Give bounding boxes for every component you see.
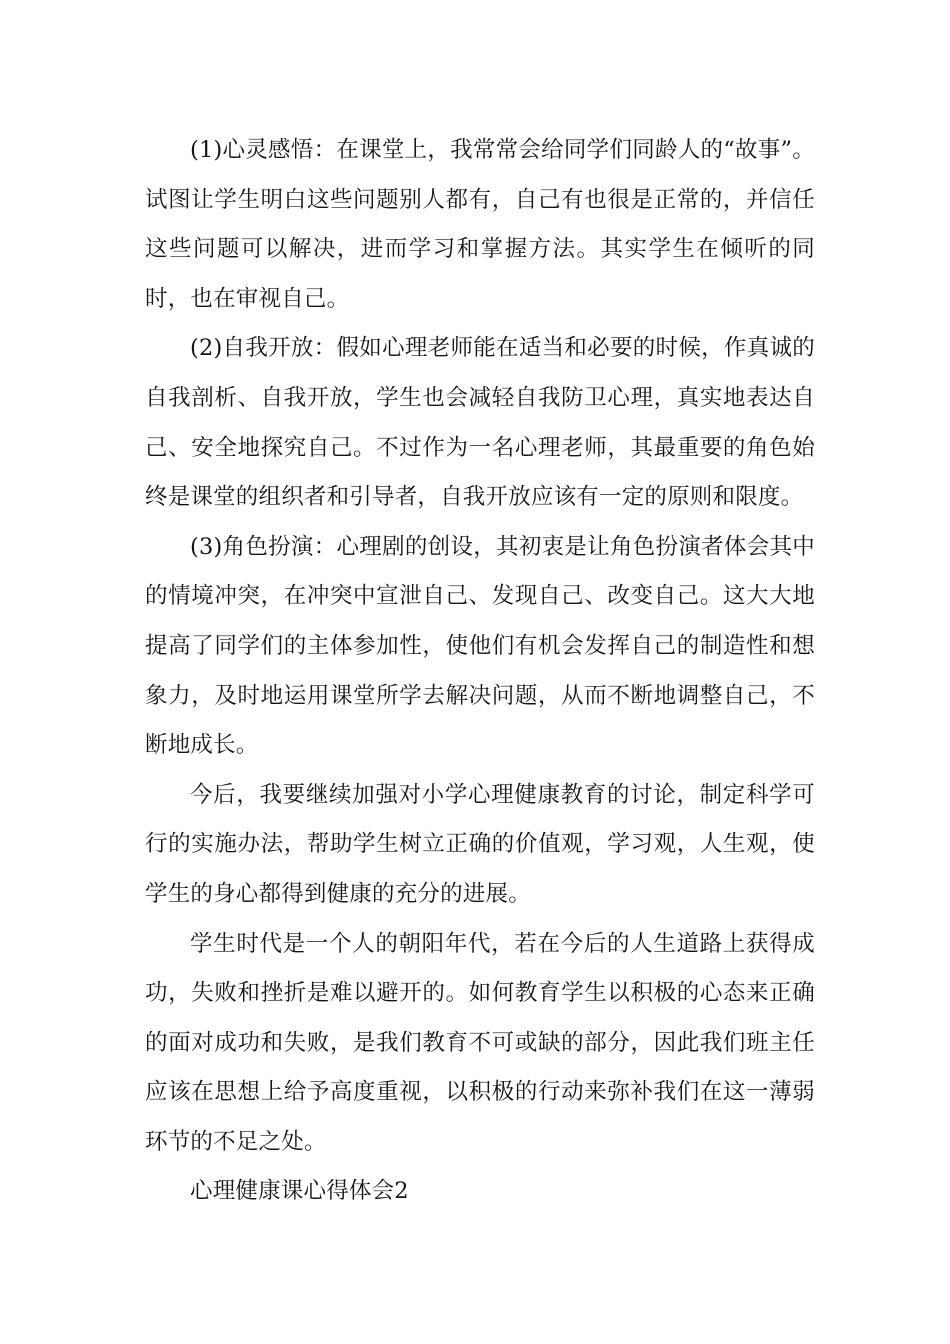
section-heading: 心理健康课心得体会2: [190, 1178, 409, 1205]
paragraph-self-disclosure: (2)自我开放：假如心理老师能在适当和必要的时候，作真诚的自我剖析、自我开放，学生也会减轻自我防卫心理，真实地表达自己、安全地探究自己。不过作为一名心理老师，其最重要的角色始终是课堂的组织者和引导者，自我开放应该有一定的原则和限度。: [145, 335, 815, 511]
paragraph-student-era: 学生时代是一个人的朝阳年代，若在今后的人生道路上获得成功，失败和挫折是难以避开的。如何教育学生以积极的心态来正确的面对成功和失败，是我们教育不可或缺的部分，因此我们班主任应该在思想上给予高度重视，以积极的行动来弥补我们在这一薄弱环节的不足之处。: [145, 930, 815, 1155]
document-body: [145, 126, 815, 1217]
paragraph-mind-insight: (1)心灵感悟：在课堂上，我常常会给同学们同龄人的“故事”。试图让学生明白这些问题别人都有，自己有也很是正常的，并信任这些问题可以解决，进而学习和掌握方法。其实学生在倾听的同时，也在审视自己。: [145, 137, 815, 312]
paragraph-future-plan: 今后，我要继续加强对小学心理健康教育的讨论，制定科学可行的实施办法，帮助学生树立正确的价值观，学习观，人生观，使学生的身心都得到健康的充分的进展。: [145, 781, 815, 907]
paragraph-role-play: (3)角色扮演：心理剧的创设，其初衷是让角色扮演者体会其中的情境冲突，在冲突中宣泄自己、发现自己、改变自己。这大大地提高了同学们的主体参加性，使他们有机会发挥自己的制造性和想象力，及时地运用课堂所学去解决问题，从而不断地调整自己，不断地成长。: [145, 533, 815, 759]
